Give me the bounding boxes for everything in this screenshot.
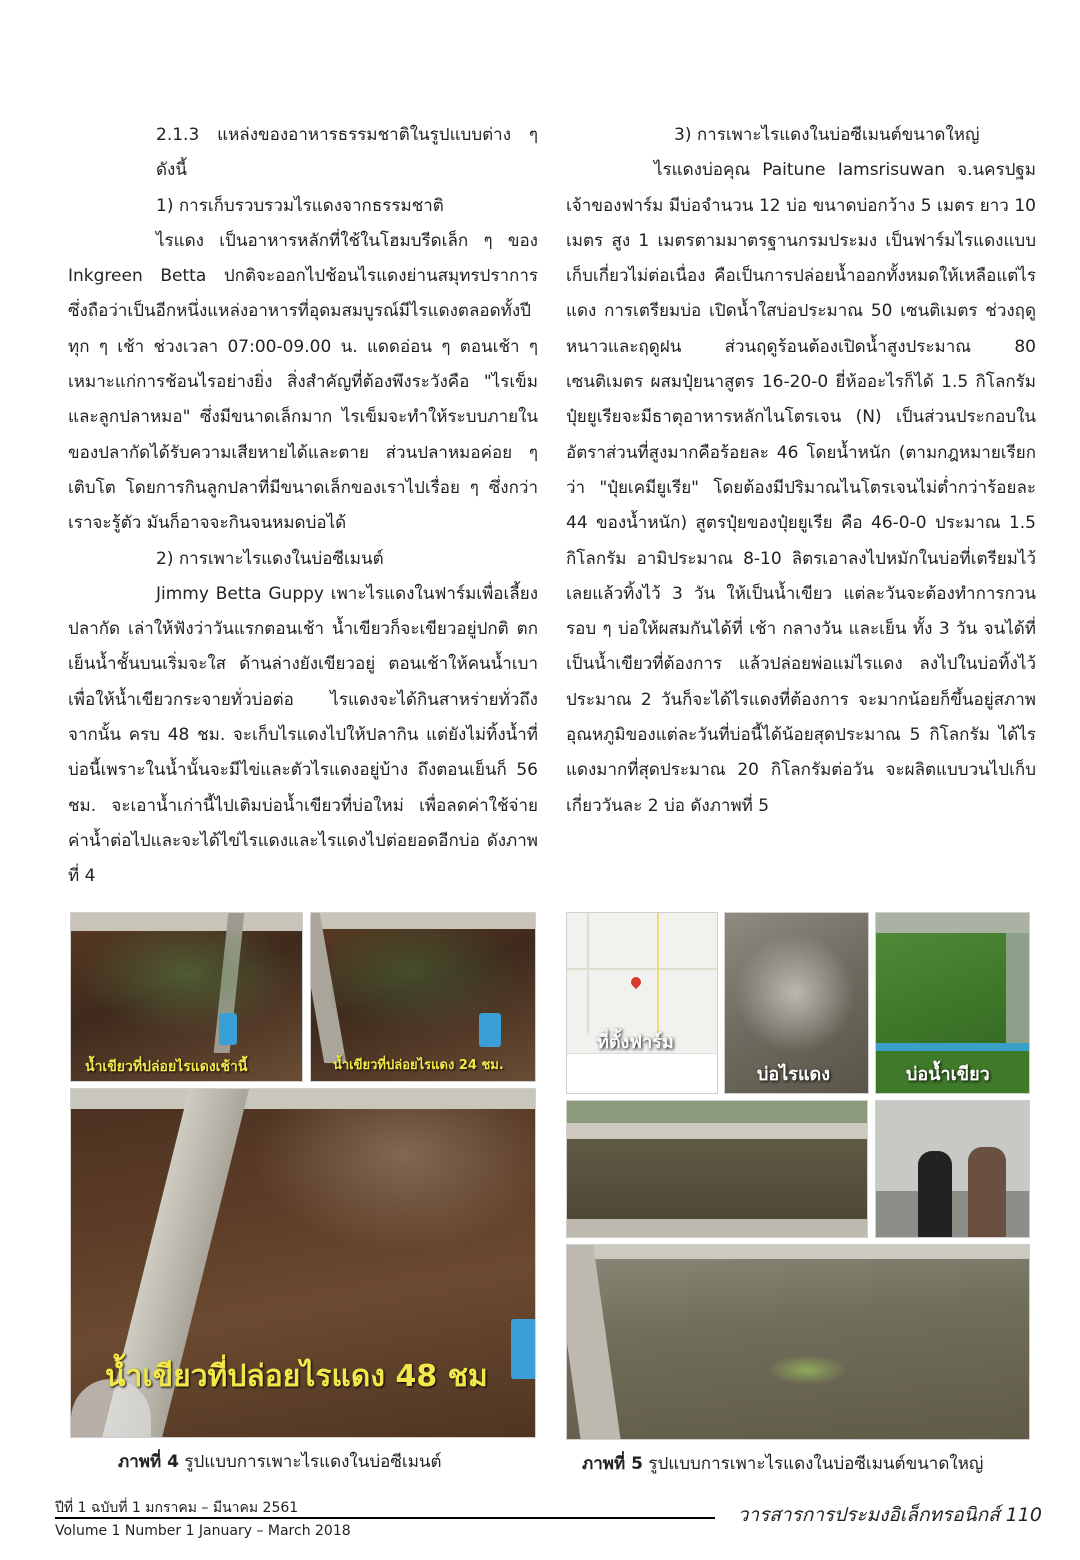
photo-caption-morning: น้ำเขียวที่ปล่อยไรแดงเช้านี้ (85, 1059, 248, 1075)
paragraph-collect: ไรแดง เป็นอาหารหลักที่ใช้ในโฮมบรีดเล็ก ๆ ของ Inkgreen Betta ปกติจะออกไปช้อนไรแดงย่านสมุทรปราการ ซึ่งถือว่าเป็นอีกหนึ่งแหล่งอาหารที่อุดมสมบูรณ์มีไรแดงตลอดทั้งปี ทุก ๆ เช้า ช่วงเวลา 07:00-09.00 น. แดดอ่อน ๆ ตอนเช้า ๆ เหมาะแก่การช้อนไรอย่างยิ่ง สิ่งสำคัญที่ต้องพึงระวังคือ "ไรเข็ม และลูกปลาหมอ" ซึ่งมีขนาดเล็กมาก ไรเข็มจะทำให้ระบบภายในของปลากัดได้รับความเสียหายได้และตาย ส่วนปลาหมอค่อย ๆ เติบโต โดยการกินลูกปลาที่มีขนาดเล็กของเราไปเรื่อย ๆ ซึ่งกว่าเราจะรู้ตัว มันก็อาจจะกินจนหมดบ่อได้ (68, 230, 538, 534)
red-pond-caption: บ่อไรแดง (757, 1064, 831, 1085)
footer-journal-page: วารสารการประมงอิเล็กทรอนิกส์ 110 (737, 1504, 1042, 1526)
subheading-cement: 2) การเพาะไรแดงในบ่อซีเมนต์ (156, 548, 384, 569)
subheading-collect: 1) การเก็บรวบรวมไรแดงจากธรรมชาติ (156, 195, 444, 216)
photo-pond-morning (70, 912, 303, 1082)
person-2 (968, 1147, 1006, 1238)
photo-pond-large (566, 1244, 1030, 1440)
photo-red-pond (724, 912, 869, 1094)
figure4-caption (118, 1448, 442, 1475)
paragraph-large-cement: ไรแดงบ่อคุณ Paitune Iamsrisuwan จ.นครปฐม เจ้าของฟาร์ม มีบ่อจำนวน 12 บ่อ ขนาดบ่อกว้าง 5 เมตร ยาว 10 เมตร สูง 1 เมตรตามมาตรฐานกรมประมง เป็นฟาร์มไรแดงแบบเก็บเกี่ยวไม่ต่อเนื่อง คือเป็นการปล่อยน้ำออกทั้งหมดให้เหลือแต่ไรแดง การเตรียมบ่อ เปิดน้ำใสบ่อประมาณ 50 เซนติเมตร ช่วงฤดูหนาวและฤดูฝน ส่วนฤดูร้อนต้องเปิดน้ำสูงประมาณ 80 เซนติเมตร ผสมปุ๋ยนาสูตร 16-20-0 ยี่ห้ออะไรก็ได้ 1.5 กิโลกรัม ปุ๋ยยูเรียจะมีธาตุอาหารหลักไนโตรเจน (N) เป็นส่วนประกอบในอัตราส่วนที่สูงมากคือร้อยละ 46 โดยน้ำหนัก (ตามกฎหมายเรียกว่า "ปุ๋ยเคมียูเรีย" โดยต้องมีปริมาณไนโตรเจนไม่ต่ำกว่าร้อยละ 44 ของน้ำหนัก) สูตรปุ๋ยของปุ๋ยยูเรีย คือ 46-0-0 ประมาณ 1.5 กิโลกรัม อามิประมาณ 8-10 ลิตรเอาลงไปหมักในบ่อที่เตรียมไว้เลยแล้วทิ้งไว้ 3 วัน ให้เป็นน้ำเขียว แต่ละวันจะต้องทำการกวนรอบ ๆ บ่อให้ผสมกันได้ที่ เช้า กลางวัน และเย็น ทั้ง 3 วัน จนได้ที่เป็นน้ำเขียวที่ต้องการ แล้วปล่อยพ่อแม่ไรแดง ลงไปในบ่อทิ้งไว้ประมาณ 2 วันก็จะได้ไรแดงที่ต้องการ จะมากน้อยก็ขึ้นอยู่สภาพอุณหภูมิของแต่ละวันที่บ่อนี้ได้น้อยสุดประมาณ 5 กิโลกรัม ได้ไรแดงมากที่สุดประมาณ 20 กิโลกรัมต่อวัน จะผลิตแบบวนไปเก็บเกี่ยววันละ 2 บ่อ ดังภาพที่ 5 (566, 160, 1036, 816)
photo-pond-wide (566, 1100, 868, 1238)
footer-issue-thai: ปีที่ 1 ฉบับที่ 1 มกราคม – มีนาคม 2561 (55, 1500, 299, 1516)
subheading-large-cement: 3) การเพาะไรแดงในบ่อซีเมนต์ขนาดใหญ่ (674, 125, 980, 145)
figure4-label: ภาพที่ 4 (118, 1452, 179, 1472)
figure5-label: ภาพที่ 5 (582, 1454, 643, 1474)
photo-green-pond (875, 912, 1030, 1094)
footer-rule (55, 1517, 715, 1519)
map-pin-icon (629, 975, 643, 989)
right-column (566, 118, 1036, 824)
figure5-caption-text: รูปแบบการเพาะไรแดงในบ่อซีเมนต์ขนาดใหญ่ (648, 1454, 984, 1474)
figure4-caption-text: รูปแบบการเพาะไรแดงในบ่อซีเมนต์ (184, 1452, 442, 1472)
photo-caption-48h: น้ำเขียวที่ปล่อยไรแดง 48 ชม (105, 1359, 488, 1394)
photo-caption-24h: น้ำเขียวที่ปล่อยไรแดง 24 ชม. (333, 1058, 504, 1073)
figure5-caption (582, 1450, 983, 1477)
photo-farm-owners (875, 1100, 1030, 1238)
footer-issue-english: Volume 1 Number 1 January – March 2018 (55, 1523, 351, 1539)
map-caption: ที่ตั้งฟาร์ม (597, 1032, 674, 1053)
person-1 (918, 1151, 952, 1238)
photo-map (566, 912, 718, 1094)
paragraph-cement: Jimmy Betta Guppy เพาะไรแดงในฟาร์มเพื่อเลี้ยงปลากัด เล่าให้ฟังว่าวันแรกตอนเช้า น้ำเขียวก็จะเขียวอยู่ปกติ ตกเย็นน้ำชั้นบนเริ่มจะใส ด้านล่างยังเขียวอยู่ ตอนเช้าให้คนน้ำเบาเพื่อให้น้ำเขียวกระจายทั่วบ่อต่อ ไรแดงจะได้กินสาหร่ายทั่วถึง จากนั้น ครบ 48 ชม. จะเก็บไรแดงไปให้ปลากิน แต่ยังไม่ทิ้งน้ำที่บ่อนี้เพราะในน้ำนั้นจะมีไข่และตัวไรแดงอยู่บ้าง ถึงตอนเย็นก็ 56 ชม. จะเอาน้ำเก่านี้ไปเติมบ่อน้ำเขียวที่บ่อใหม่ เพื่อลดค่าใช้จ่ายค่าน้ำต่อไปและจะได้ไข่ไรแดงและไรแดงไปต่อยอดอีกบ่อ ดังภาพที่ 4 (68, 583, 538, 887)
left-column (68, 118, 538, 895)
green-pond-caption: บ่อน้ำเขียว (906, 1064, 990, 1085)
photo-pond-48h (70, 1088, 536, 1438)
section-heading: 2.1.3 แหล่งของอาหารธรรมชาติในรูปแบบต่าง ๆ ดังนี้ (156, 125, 538, 181)
photo-pond-24h (310, 912, 536, 1082)
